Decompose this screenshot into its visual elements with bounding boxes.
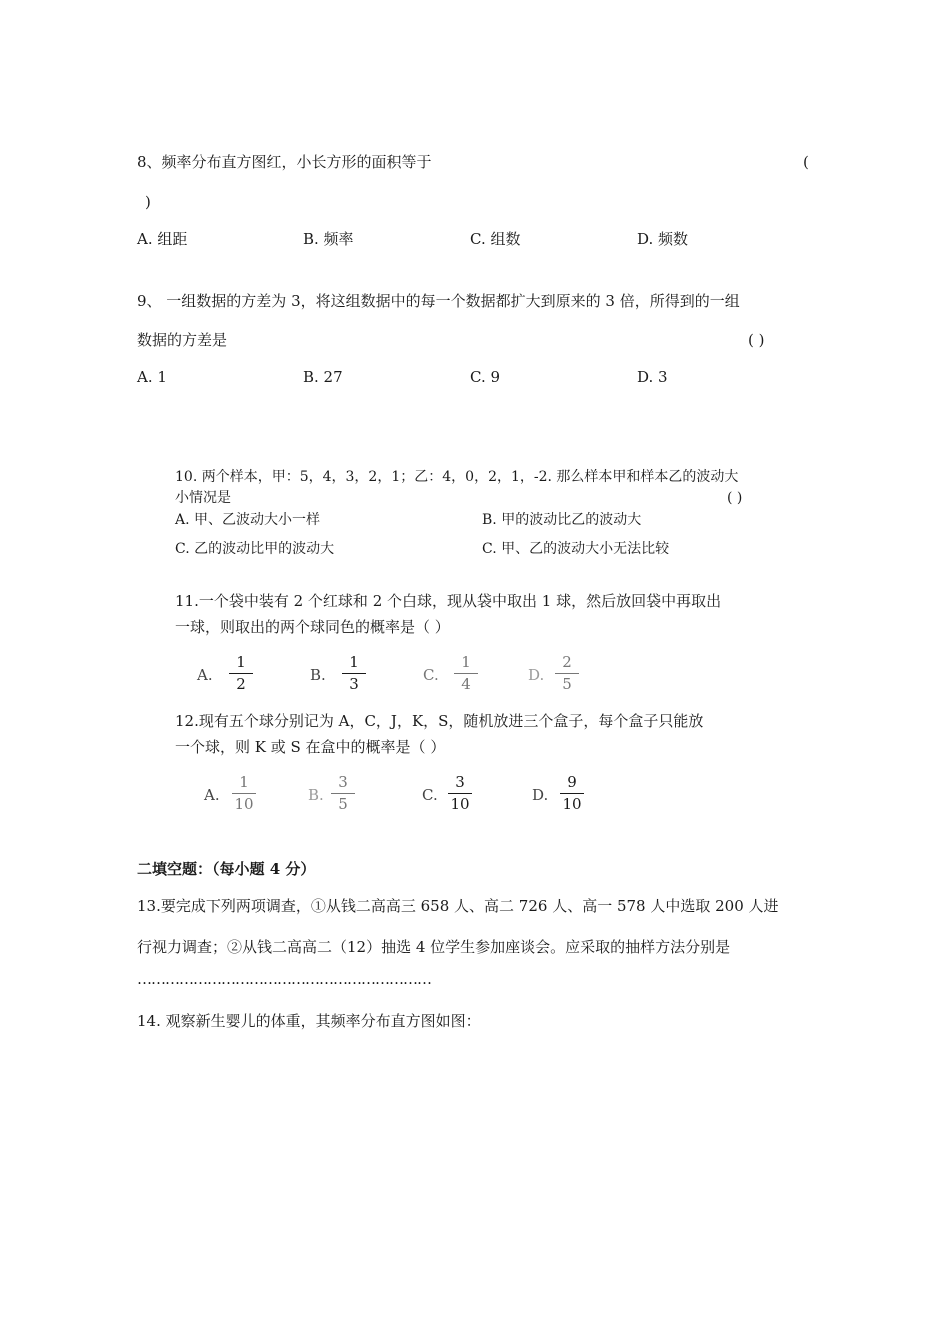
fraction-numerator: 1 [461, 653, 471, 671]
fraction-bar [454, 673, 478, 674]
q12-option-c-label: C. [422, 786, 438, 804]
fraction-numerator: 9 [567, 773, 577, 791]
q12-stem-line1: 12.现有五个球分别记为 A，C，J，K，S，随机放进三个盒子，每个盒子只能放 [175, 712, 704, 730]
q11-option-a-fraction [229, 654, 253, 693]
fraction-bar [232, 793, 256, 794]
q12-option-a-fraction [232, 774, 256, 813]
q9-stem-line2: 数据的方差是 [137, 331, 228, 349]
fraction-denominator: 2 [236, 675, 246, 693]
fraction-denominator: 3 [349, 675, 359, 693]
fraction-bar [229, 673, 253, 674]
q8-option-a: A. 组距 [137, 230, 188, 248]
q11-stem-line2: 一球，则取出的两个球同色的概率是（ ） [175, 618, 450, 636]
fraction-bar [331, 793, 355, 794]
q10-paren: ( ) [727, 490, 743, 506]
fraction-denominator: 10 [562, 795, 582, 813]
q11-option-d-fraction [555, 654, 579, 693]
q14-line1: 14. 观察新生婴儿的体重，其频率分布直方图如图： [137, 1012, 481, 1030]
fraction-denominator: 5 [338, 795, 348, 813]
fraction-denominator: 5 [562, 675, 572, 693]
q11-option-c-label: C. [423, 666, 439, 684]
q8-paren-open: ( [803, 153, 809, 171]
q8-option-b: B. 频率 [303, 230, 354, 248]
q12-option-b-label: B. [308, 786, 324, 804]
q10-option-b: B. 甲的波动比乙的波动大 [482, 512, 642, 528]
q8-option-c: C. 组数 [470, 230, 521, 248]
q13-answer-blank: ……………………………………………………… [137, 970, 431, 988]
q8-option-d: D. 频数 [637, 230, 689, 248]
q12-option-d-fraction [560, 774, 584, 813]
q11-option-c-fraction [454, 654, 478, 693]
fraction-bar [555, 673, 579, 674]
fraction-bar [448, 793, 472, 794]
q10-stem-line1: 10. 两个样本，甲：5，4，3，2，1；乙：4，0，2，1，-2. 那么样本甲和样本乙的波动大 [175, 469, 739, 485]
q10-option-d: C. 甲、乙的波动大小无法比较 [482, 541, 670, 557]
q12-option-c-fraction [448, 774, 472, 813]
q12-option-a-label: A. [204, 786, 220, 804]
fraction-denominator: 4 [461, 675, 471, 693]
q9-option-b: B. 27 [303, 368, 343, 386]
q9-stem-line1: 9、 一组数据的方差为 3，将这组数据中的每一个数据都扩大到原来的 3 倍，所得到的一组 [137, 292, 740, 310]
fraction-numerator: 3 [455, 773, 465, 791]
q12-option-d-label: D. [532, 786, 549, 804]
fraction-numerator: 2 [562, 653, 572, 671]
q13-line2: 行视力调查；②从钱二高高二（12）抽选 4 位学生参加座谈会。应采取的抽样方法分别是 [137, 938, 731, 956]
section-heading: 二填空题：（每小题 4 分） [137, 860, 316, 878]
q10-option-c: C. 乙的波动比甲的波动大 [175, 541, 335, 557]
q11-option-a-label: A. [197, 666, 213, 684]
q9-option-a: A. 1 [137, 368, 167, 386]
q9-option-c: C. 9 [470, 368, 501, 386]
fraction-denominator: 10 [450, 795, 470, 813]
q11-option-b-label: B. [310, 666, 326, 684]
q10-stem-line2: 小情况是 [175, 490, 231, 506]
q12-option-b-fraction [331, 774, 355, 813]
q13-line1: 13.要完成下列两项调查，①从钱二高高三 658 人、高二 726 人、高一 578 人中选取 200 人进 [137, 897, 779, 915]
fraction-bar [560, 793, 584, 794]
fraction-numerator: 3 [338, 773, 348, 791]
q11-option-d-label: D. [528, 666, 545, 684]
fraction-numerator: 1 [236, 653, 246, 671]
q8-paren-close: ) [145, 193, 151, 211]
q8-stem: 8、频率分布直方图红，小长方形的面积等于 [137, 153, 432, 171]
fraction-denominator: 10 [234, 795, 254, 813]
q11-option-b-fraction [342, 654, 366, 693]
fraction-numerator: 1 [349, 653, 359, 671]
q11-stem-line1: 11.一个袋中装有 2 个红球和 2 个白球，现从袋中取出 1 球，然后放回袋中再取出 [175, 592, 722, 610]
fraction-bar [342, 673, 366, 674]
q9-paren: ( ) [748, 331, 765, 349]
q9-option-d: D. 3 [637, 368, 668, 386]
q10-option-a: A. 甲、乙波动大小一样 [175, 512, 321, 528]
q12-stem-line2: 一个球，则 K 或 S 在盒中的概率是（ ） [175, 738, 446, 756]
fraction-numerator: 1 [239, 773, 249, 791]
